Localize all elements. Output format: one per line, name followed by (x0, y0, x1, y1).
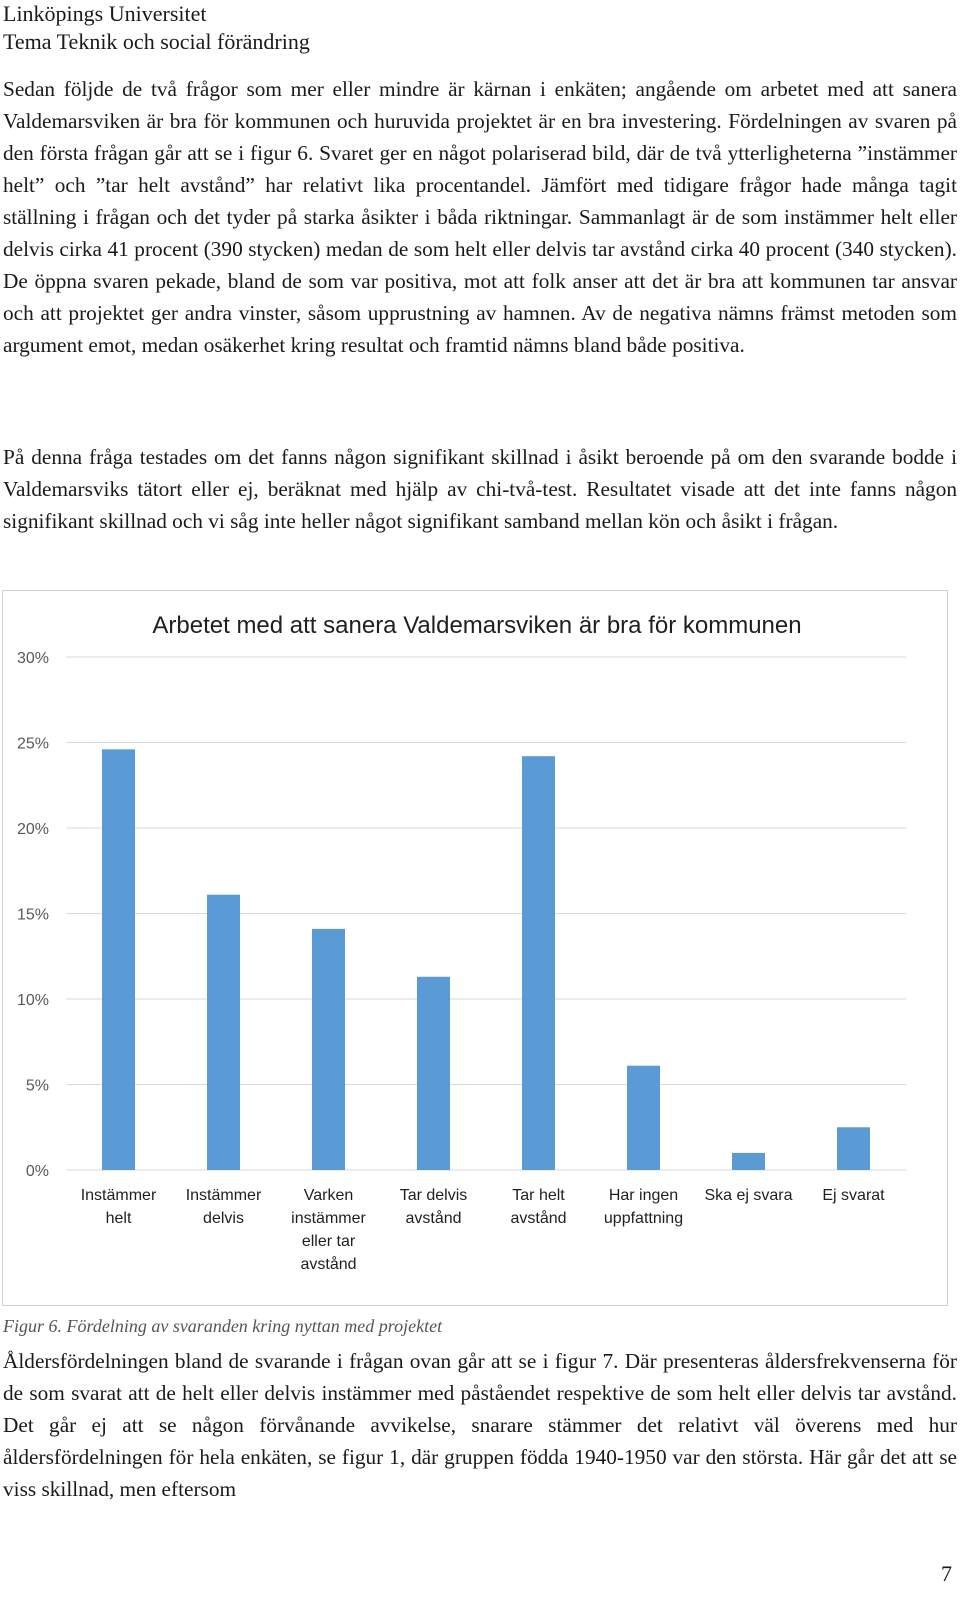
y-tick-label: 15% (16, 906, 49, 924)
page-number: 7 (941, 1561, 952, 1586)
chart-title: Arbetet med att sanera Valdemarsviken är bra för kommunen (152, 612, 802, 639)
bar (732, 1153, 765, 1170)
bar (627, 1066, 660, 1170)
document-header (3, 0, 310, 56)
header-department: Tema Teknik och social förändring (3, 29, 310, 54)
header-university: Linköpings Universitet (3, 1, 207, 26)
y-tick-label: 25% (16, 735, 49, 753)
x-tick-label: Tar delvis avstånd (399, 1187, 468, 1227)
bar (207, 895, 240, 1170)
body-paragraph-2: På denna fråga testades om det fanns någon signifikant skillnad i åsikt beroende på om den svarande bodde i Valdemarsviks tätort eller ej, beräknat med hjälp av chi-två-test. Resultatet visade att det inte fanns någon signifikant skillnad och vi såg inte heller något signifikant samband mellan kön och åsikt i frågan. (3, 445, 957, 533)
y-tick-label: 20% (16, 821, 49, 838)
y-tick-label: 0% (25, 1163, 49, 1180)
y-tick-label: 5% (25, 1077, 49, 1095)
x-tick-label: Ska ej svara (704, 1187, 793, 1204)
x-tick-label: Instämmer delvis (185, 1187, 262, 1227)
y-tick-label: 30% (16, 650, 49, 667)
body-paragraph-3: Åldersfördelningen bland de svarande i frågan ovan går att se i figur 7. Där presenteras åldersfrekvenserna för de som svarat att de helt eller delvis instämmer med påståendet respektive de som helt eller delvis tar avstånd. Det går ej att se någon förvånande avvikelse, snarare stämmer det relativt väl överens med hur åldersfördelningen för hela enkäten, se figur 1, där gruppen födda 1940-1950 var den största. Här går det att se viss skillnad, men eftersom (3, 1349, 957, 1501)
figure-caption: Figur 6. Fördelning av svaranden kring nyttan med projektet (3, 1316, 443, 1336)
bar (417, 977, 450, 1170)
y-tick-label: 10% (16, 992, 49, 1009)
x-tick-label: Instämmer helt (80, 1187, 157, 1227)
bar (522, 756, 555, 1170)
x-tick-label: Ej svarat (822, 1187, 885, 1204)
x-tick-label: Har ingen uppfattning (603, 1187, 684, 1227)
x-tick-label: Tar helt avstånd (510, 1187, 567, 1227)
bar (837, 1127, 870, 1170)
bar (312, 929, 345, 1170)
bar-chart-svg (3, 591, 949, 1307)
bar (102, 749, 135, 1170)
figure-6-chart (2, 590, 948, 1306)
x-tick-label: Varken instämmer eller tar avstånd (291, 1187, 366, 1273)
body-paragraph-1: Sedan följde de två frågor som mer eller mindre är kärnan i enkäten; angående om arbetet med att sanera Valdemarsviken är bra för kommunen och huruvida projektet är en bra investering. Fördelningen av svaren på den första frågan går att se i figur 6. Svaret ger en något polariserad bild, där de två ytterligheterna ”instämmer helt” och ”tar helt avstånd” har relativt lika procentandel. Jämfört med tidigare frågor hade många tagit ställning i frågan och det tyder på starka åsikter i båda riktningar. Sammanlagt är de som instämmer helt eller delvis cirka 41 procent (390 stycken) medan de som helt eller delvis tar avstånd cirka 40 procent (340 stycken). De öppna svaren pekade, bland de som var positiva, mot att folk anser att det är bra att kommunen tar ansvar och att projektet ger andra vinster, såsom upprustning av hamnen. Av de negativa nämns främst metoden som argument emot, medan osäkerhet kring resultat och framtid nämns bland både positiva. (3, 77, 957, 357)
